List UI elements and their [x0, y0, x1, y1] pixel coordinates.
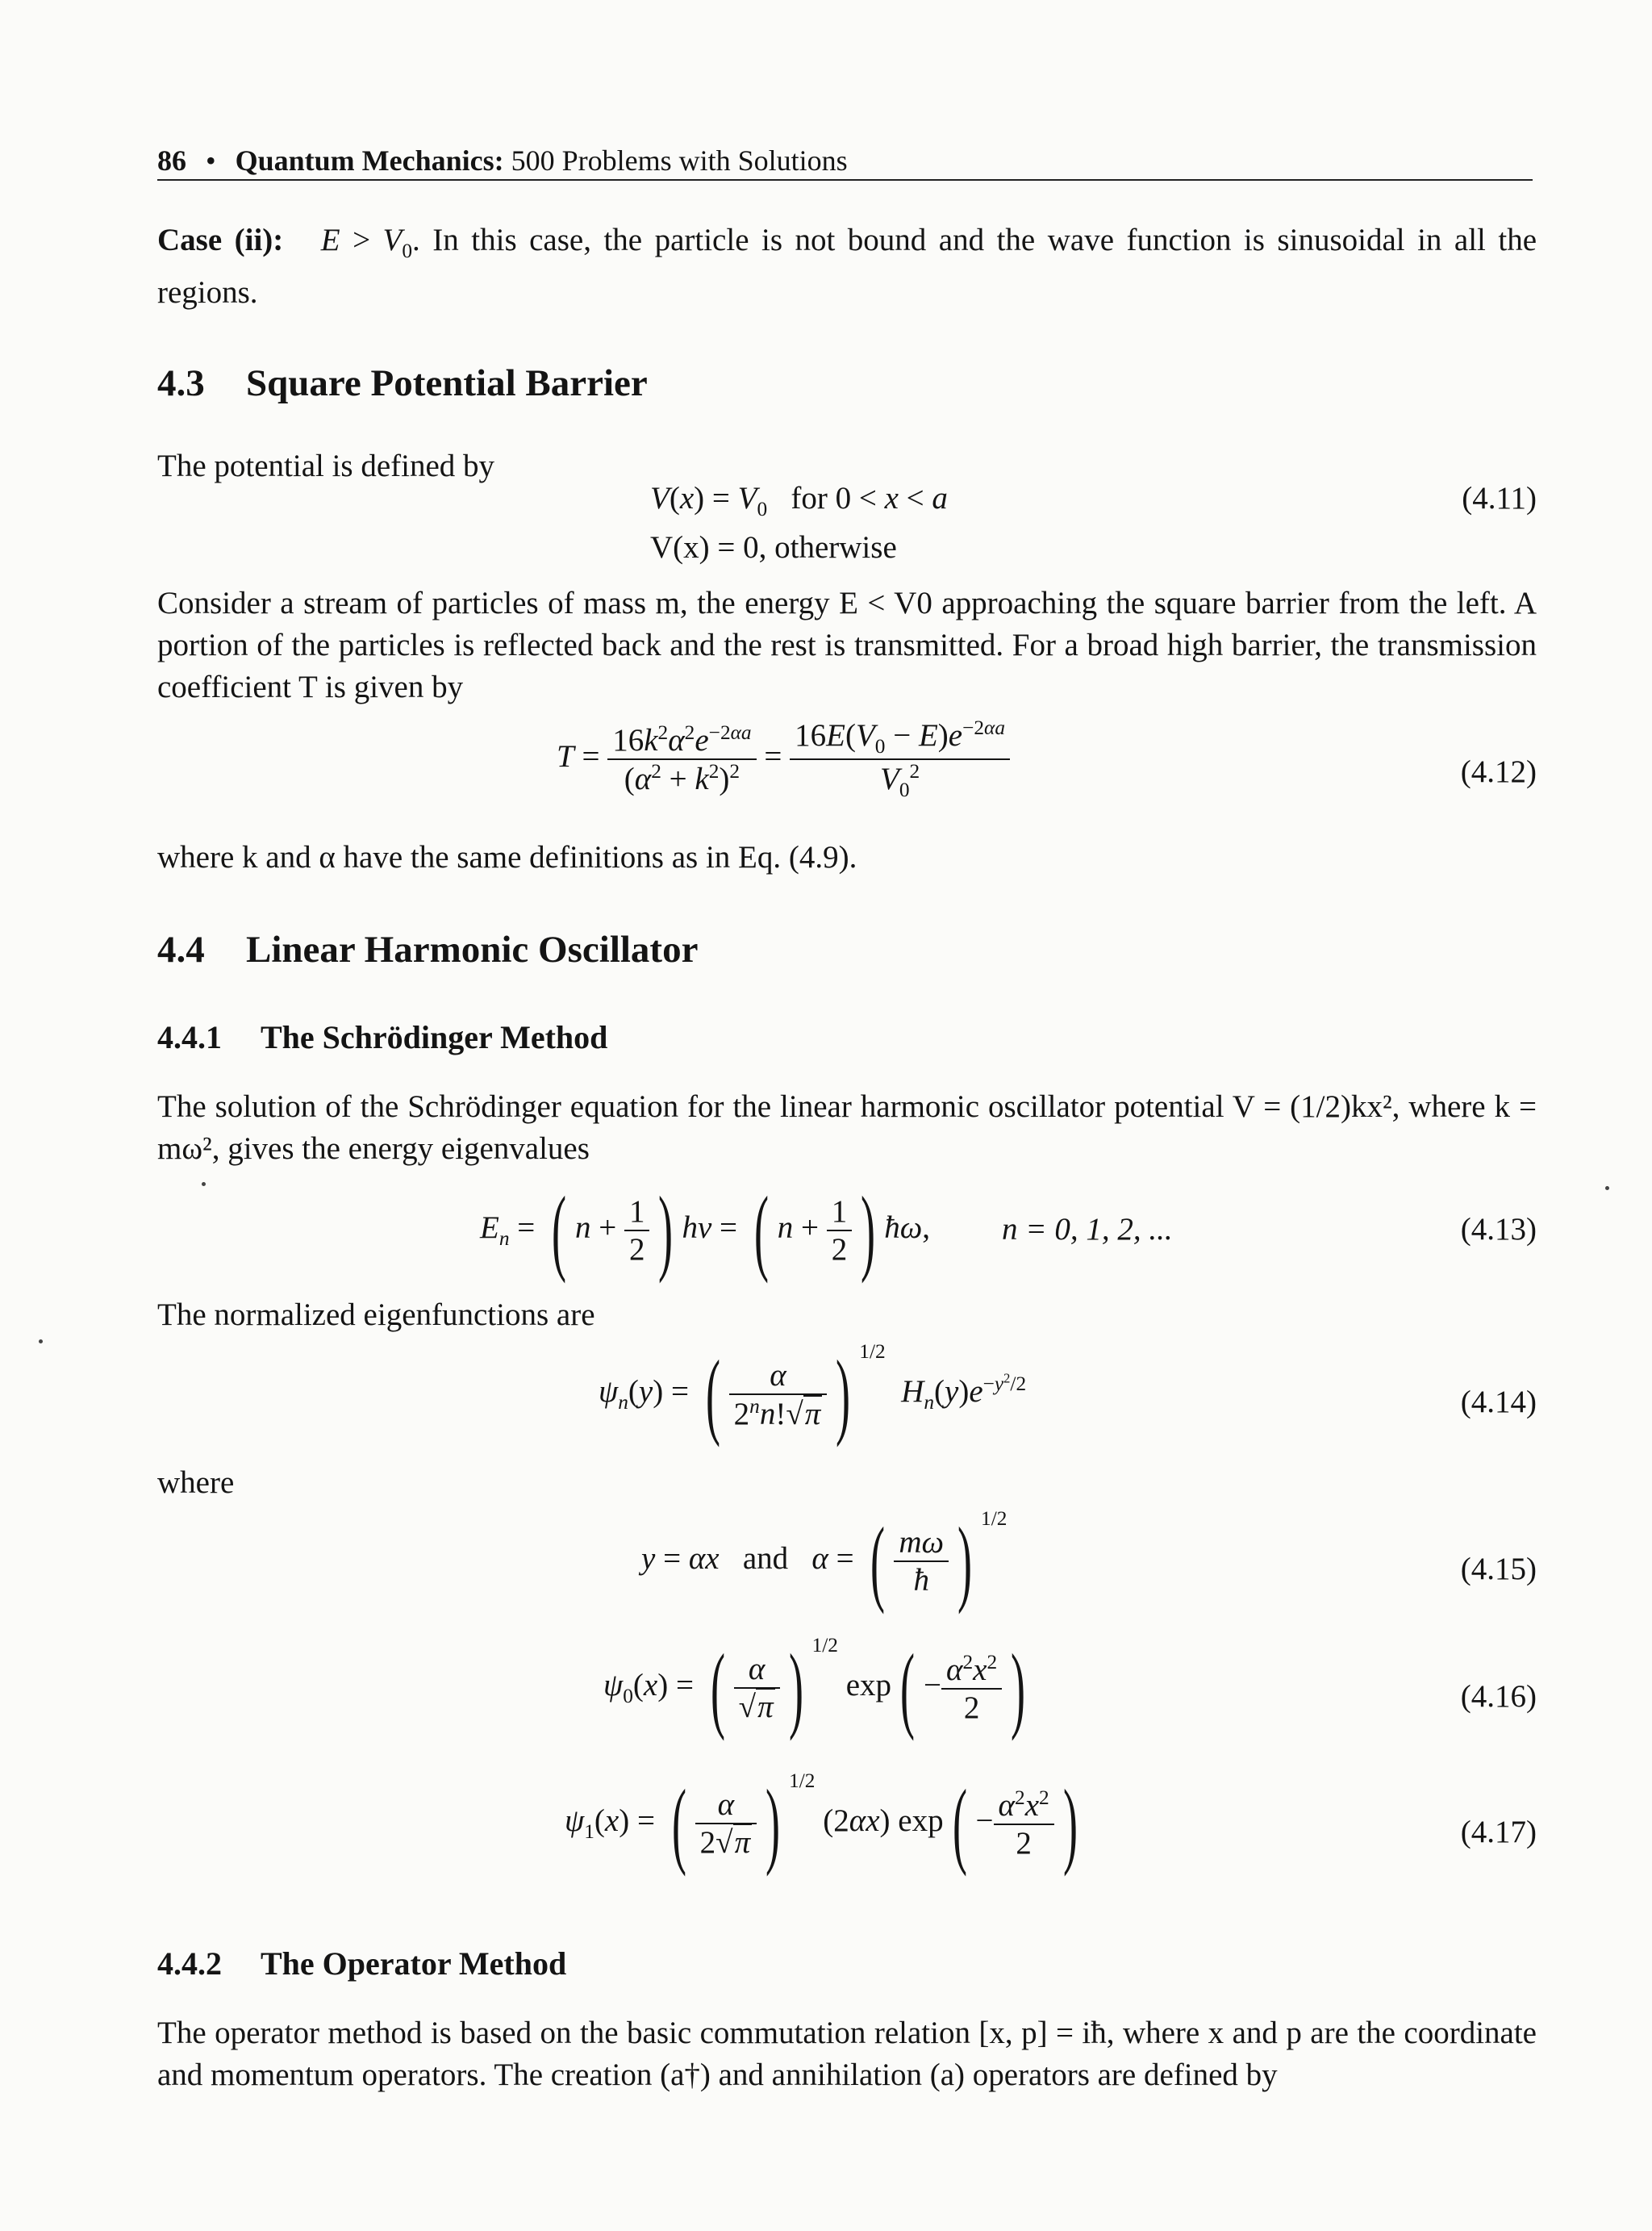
- equation-4-13-range: n = 0, 1, 2, ...: [1002, 1212, 1173, 1247]
- schrodinger-paragraph: The solution of the Schrödinger equation for the linear harmonic oscillator potential V = (1/2)kx², where k = mω², gives the energy eigenvalues: [157, 1089, 1537, 1166]
- equation-4-17: $\psi_1(x)$ = ( $\frac{\alpha}{2√\pi}$ ) $^{1/2}$ (2αx) exp( − $\frac{\alpha^2x^2}{2}$ ): [565, 1769, 1078, 1877]
- equation-number-4-15: (4.15): [1460, 1552, 1537, 1586]
- section-title: Square Potential Barrier: [246, 362, 648, 404]
- equation-4-12: T = $\frac{16k^2\alpha^2e^{-2\alpha a}}{(\alpha^2 + k^2)^2}$ = $\frac{16E(V_0 - E)e^{-2\alpha a}}{V_0^2}$: [557, 717, 1010, 802]
- equation-number-4-11: (4.11): [1462, 481, 1537, 516]
- where-paragraph: where k and α have the same definitions as in Eq. (4.9).: [157, 840, 857, 875]
- operator-paragraph: The operator method is based on the basic commutation relation [x, p] = iħ, where x and p are the coordinate and momentum operators. The creation (a†) and annihilation (a) operators are defined by: [157, 2016, 1537, 2092]
- running-header: [157, 144, 1533, 178]
- fraction: $\frac{16k^2\alpha^2e^{-2\alpha a}}{(\alpha^2 + k^2)^2}$: [607, 721, 756, 797]
- where-label: where: [157, 1465, 235, 1500]
- equation-4-11-line2: V(x) = 0, otherwise: [650, 530, 897, 565]
- header-bullet: •: [206, 144, 216, 177]
- subsection-heading-4-4-1: [157, 1018, 607, 1056]
- scan-speck: [39, 1339, 43, 1343]
- potential-intro: The potential is defined by: [157, 449, 495, 483]
- exp-word: exp: [845, 1667, 892, 1702]
- subsection-title: The Schrödinger Method: [261, 1019, 608, 1055]
- equation-number-4-16: (4.16): [1460, 1679, 1537, 1714]
- case-ii-paragraph: [157, 219, 1537, 314]
- subsection-number: 4.4.2: [157, 1945, 222, 1982]
- book-title-rest: 500 Problems with Solutions: [511, 144, 848, 177]
- case-ii-text: In this case, the particle is not bound and the wave function is sinusoidal in all the regions.: [157, 223, 1537, 310]
- equation-4-14: $\psi_n(y)$ = ( $\frac{\alpha}{2^nn!√\pi}$ ) $^{1/2}$ $H_n(y)e^{-y^2/2}$: [599, 1339, 1027, 1448]
- scan-speck: [1605, 1186, 1609, 1190]
- subsection-number: 4.4.1: [157, 1019, 222, 1055]
- book-title-bold: Quantum Mechanics:: [235, 144, 504, 177]
- stream-paragraph: Consider a stream of particles of mass m, the energy E < V0 approaching the square barrier from the left. A portion of the particles is reflected back and the rest is transmitted. For a broad high barrier, the transmission coefficient T is given by: [157, 586, 1537, 704]
- equation-number-4-17: (4.17): [1460, 1815, 1537, 1849]
- equation-4-15: y = αx and α = ( $\frac{m\omega}{ħ}$ ) $^{1/2}$: [641, 1506, 1007, 1615]
- section-heading-4-3: [157, 361, 648, 405]
- page-number: 86: [157, 144, 186, 177]
- section-title: Linear Harmonic Oscillator: [246, 929, 699, 971]
- normalized-text: The normalized eigenfunctions are: [157, 1297, 595, 1332]
- fraction: $\frac{16E(V_0 - E)e^{-2\alpha a}}{V_0^2}$: [790, 717, 1010, 802]
- equation-number-4-14: (4.14): [1460, 1385, 1537, 1419]
- equation-4-11-line1: $V(x) = V_0$ for 0 < x < a: [650, 481, 948, 520]
- exp-word: exp: [898, 1803, 944, 1838]
- section-number: 4.4: [157, 929, 205, 971]
- equation-4-13: $E_n$ = ( n + $\frac{1}{2}$ ) hν = ( n + $\frac{1}{2}$ ) ħω,: [480, 1176, 930, 1284]
- equation-number-4-13: (4.13): [1460, 1212, 1537, 1247]
- case-ii-label: Case (ii):: [157, 223, 284, 257]
- and-word: and: [742, 1540, 789, 1576]
- section-number: 4.3: [157, 362, 205, 404]
- equation-4-16: $\psi_0(x)$ = ( $\frac{\alpha}{√\pi}$ ) $^{1/2}$ exp( − $\frac{\alpha^2x^2}{2}$ ): [603, 1633, 1026, 1741]
- equation-number-4-12: (4.12): [1460, 754, 1537, 789]
- scan-speck: [202, 1182, 206, 1186]
- section-heading-4-4: [157, 928, 698, 971]
- case-ii-condition: $E > V_0$.: [320, 223, 420, 262]
- header-rule: [157, 179, 1533, 181]
- subsection-heading-4-4-2: [157, 1945, 566, 1982]
- subsection-title: The Operator Method: [261, 1945, 567, 1982]
